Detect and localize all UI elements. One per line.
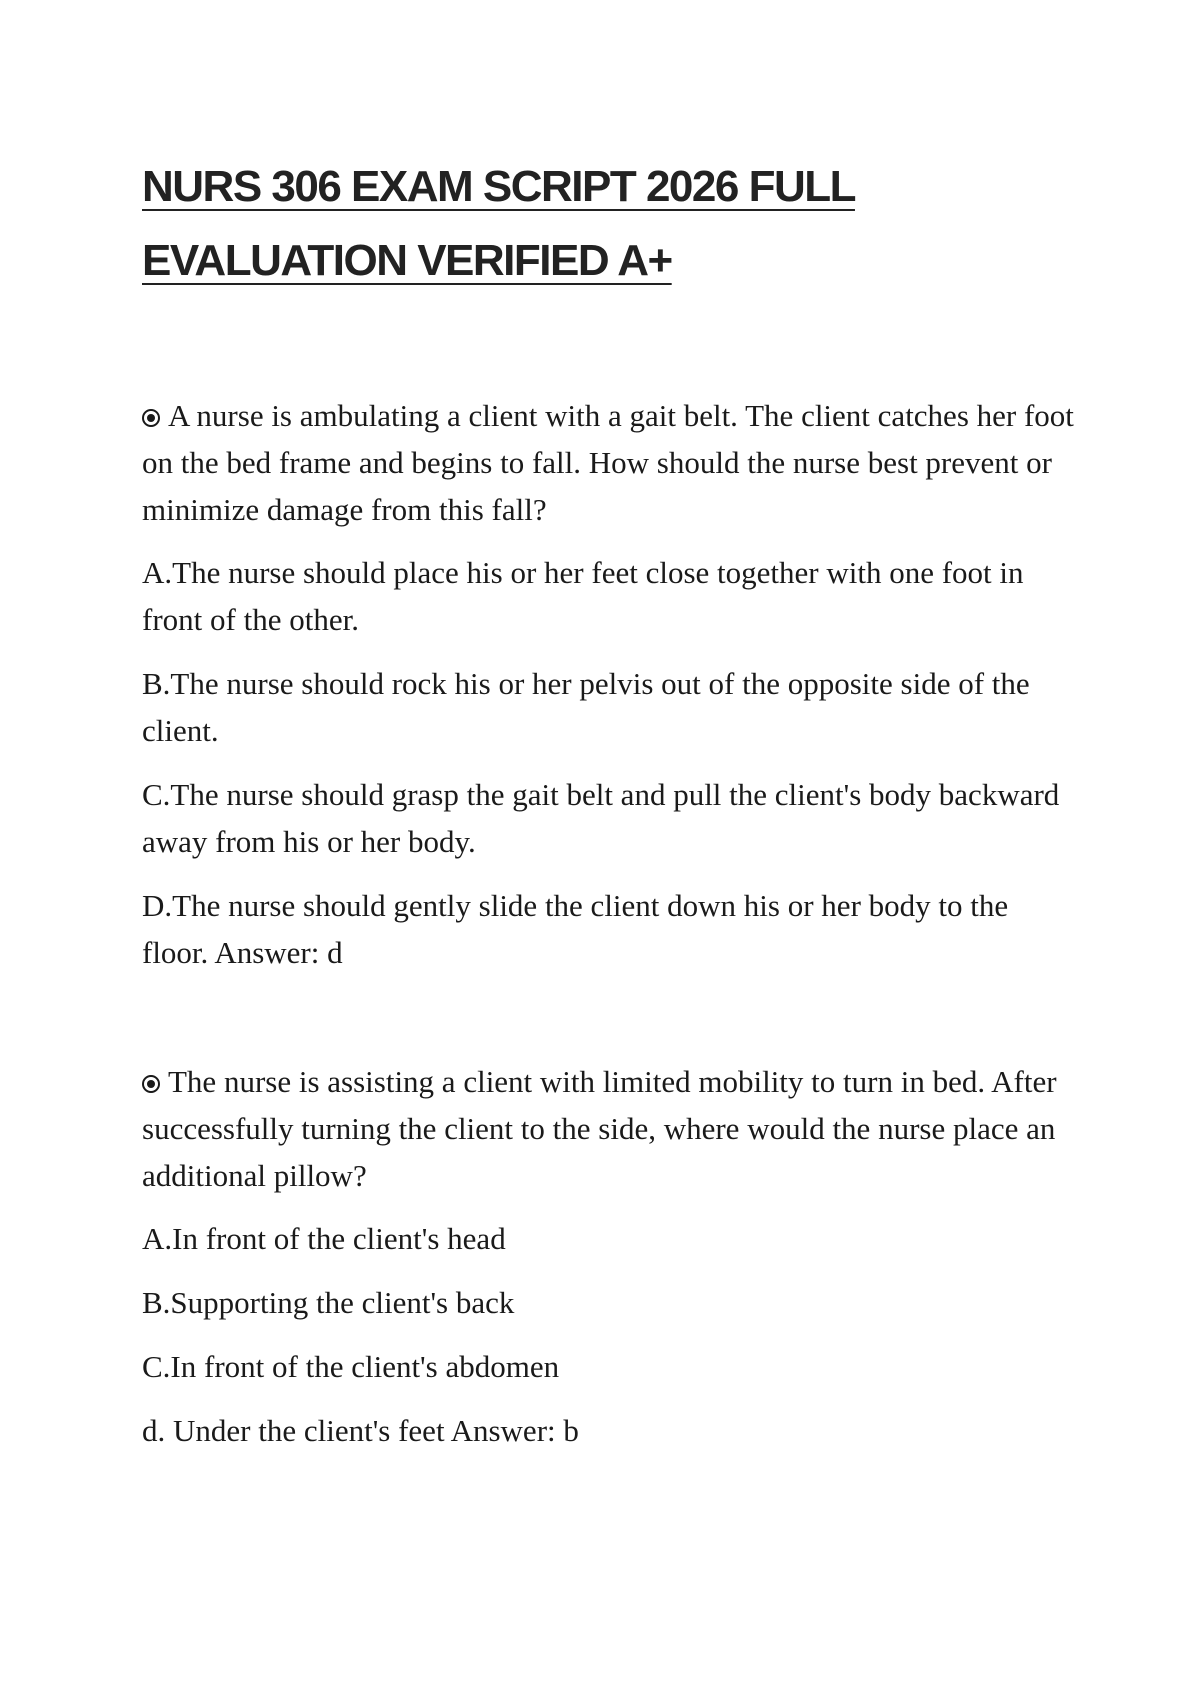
document-title (142, 150, 1082, 298)
answer-option-a: A.The nurse should place his or her feet close together with one foot in front of the other. (142, 555, 1024, 637)
question-1 (142, 392, 1082, 976)
title-line-1: NURS 306 EXAM SCRIPT 2026 FULL (142, 162, 855, 211)
question-2 (142, 1058, 1082, 1454)
answer-option-c: C.The nurse should grasp the gait belt and pull the client's body backward away from his or her body. (142, 777, 1060, 859)
title-line-2: EVALUATION VERIFIED A+ (142, 236, 672, 285)
answer-option-a: A.In front of the client's head (142, 1221, 506, 1256)
answer-option-d: D.The nurse should gently slide the client down his or her body to the floor. Answer: d (142, 888, 1009, 970)
answer-option-b: B.Supporting the client's back (142, 1285, 515, 1320)
answer-option-c: C.In front of the client's abdomen (142, 1349, 560, 1384)
answer-option-d: d. Under the client's feet Answer: b (142, 1413, 579, 1448)
question-stem (142, 392, 1082, 533)
answer-option-b: B.The nurse should rock his or her pelvis out of the opposite side of the client. (142, 666, 1030, 748)
radio-bullet-icon (142, 1075, 160, 1093)
question-stem-text: A nurse is ambulating a client with a gait belt. The client catches her foot on the bed frame and begins to fall. How should the nurse best prevent or minimize damage from this fall? (142, 398, 1074, 527)
radio-bullet-icon (142, 409, 160, 427)
document-page (142, 150, 1082, 1471)
question-stem-text: The nurse is assisting a client with limited mobility to turn in bed. After successfully turning the client to the side, where would the nurse place an additional pillow? (142, 1064, 1057, 1193)
question-stem (142, 1058, 1082, 1199)
